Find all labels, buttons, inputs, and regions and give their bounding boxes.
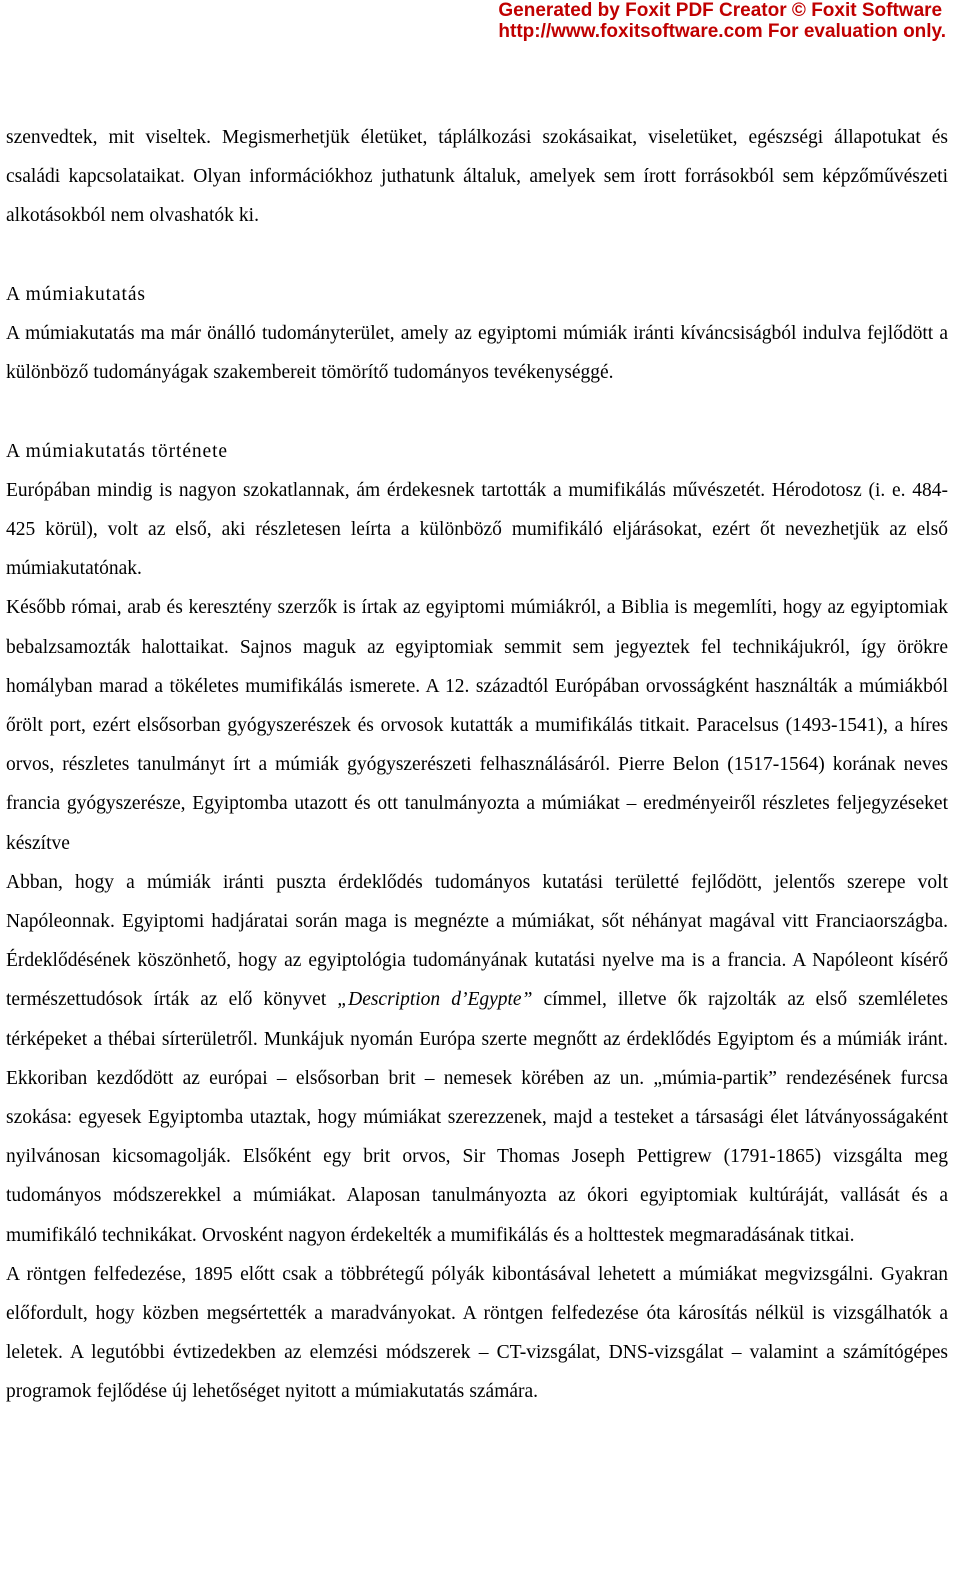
intro-paragraph: szenvedtek, mit viseltek. Megismerhetjük életüket, táplálkozási szokásaikat, viseletüket, egészségi állapotukat és családi kapcsolataikat. Olyan információkhoz juthatunk általuk, amelyek sem írott forrásokból sem képzőművészeti alkotásokból nem olvashatók ki. [6, 127, 948, 227]
napoleon-text-end: címmel, illetve ők rajzolták az első szemléletes térképeket a thébai sírterületről. Munkájuk nyomán Európa szerte megnőtt az érdeklődés Egyiptom és a múmiák iránt. Ekkoriban kezdődött az európai – elsősorban brit – nemesek körében az un. „múmia-partik” rendezésének furcsa szokása: egyesek Egyiptomba utaztak, hogy múmiákat szerezzenek, majd a testeket a társasági élet látványosságaként nyilvánosan kicsomagolják. Elsőként egy brit orvos, Sir Thomas Joseph Pettigrew (1791-1865) vizsgálta meg tudományos módszerekkel a múmiákat. Alaposan tanulmányozta az ókori egyiptomiak kultúráját, vallását és a mumifikáló technikákat. Orvosként nagyon érdekelték a mumifikálás és a holttestek megmaradásának titkai. [6, 989, 948, 1246]
spacer [6, 236, 948, 275]
spacer [6, 392, 948, 431]
section-heading-mumiakutatas: A múmiakutatás [6, 283, 146, 305]
paragraph-europa: Európában mindig is nagyon szokatlannak, ám érdekesnek tartották a mumifikálás művészetét. Hérodotosz (i. e. 484-425 körül), volt az első, aki részletesen leírta a különböző mumifikáló eljárásokat, ezért őt nevezhetjük az első múmiakutatónak. [6, 479, 948, 580]
document-page [6, 118, 948, 1412]
section-heading-tortenete: A múmiakutatás története [6, 440, 228, 462]
watermark-line-2: http://www.foxitsoftware.com For evaluation only. [498, 21, 946, 42]
book-title: „Description d’Egypte” [337, 989, 533, 1011]
watermark-line-1: Generated by Foxit PDF Creator © Foxit Software [498, 0, 943, 21]
foxit-watermark [498, 0, 946, 42]
paragraph-napoleon [6, 863, 948, 1255]
paragraph-rontgen: A röntgen felfedezése, 1895 előtt csak a többrétegű pólyák kibontásával lehetett a múmiákat megvizsgálni. Gyakran előfordult, hogy közben megsértették a maradványokat. A röntgen felfedezése óta károsítás nélkül is vizsgálhatók a leletek. A legutóbbi évtizedekben az elemzési módszerek – CT-vizsgálat, DNS-vizsgálat – valamint a számítógépes programok fejlődése új lehetőséget nyitott a múmiakutatás számára. [6, 1263, 948, 1403]
napoleon-text-start: Abban, hogy a múmiák iránti puszta érdeklődés tudományos kutatási területté fejlődött, jelentős szerepe volt Napóleonnak. Egyiptomi hadjáratai során maga is megnézte a múmiákat, sőt néhányat magával vitt Franciaországba. Érdeklődésének köszönhető, hogy az egyiptológia tudományának kutatási nyelve ma is a francia. A Napóleont kísérő természettudósok írták az elő könyvet [6, 871, 948, 1011]
paragraph-kesobb: Később római, arab és keresztény szerzők is írtak az egyiptomi múmiákról, a Biblia is megemlíti, hogy az egyiptomiak bebalzsamozták halottaikat. Sajnos maguk az egyiptomiak semmit sem jegyeztek fel technikájukról, így örökre homályban marad a tökéletes mumifikálás ismerete. A 12. századtól Európában orvosságként használták a múmiákból őrölt port, ezért elsősorban gyógyszerészek és orvosok kutatták a mumifikálás titkait. Paracelsus (1493-1541), a híres orvos, részletes tanulmányt írt a múmiák gyógyszerészeti felhasználásáról. Pierre Belon (1517-1564) korának neves francia gyógyszerésze, Egyiptomba utazott és ott tanulmányozta a múmiákat – eredményeiről részletes feljegyzéseket készítve [6, 597, 948, 854]
paragraph-mumiakutatas: A múmiakutatás ma már önálló tudományterület, amely az egyiptomi múmiák iránti kíváncsiságból indulva fejlődött a különböző tudományágak szakembereit tömörítő tudományos tevékenységgé. [6, 323, 948, 384]
